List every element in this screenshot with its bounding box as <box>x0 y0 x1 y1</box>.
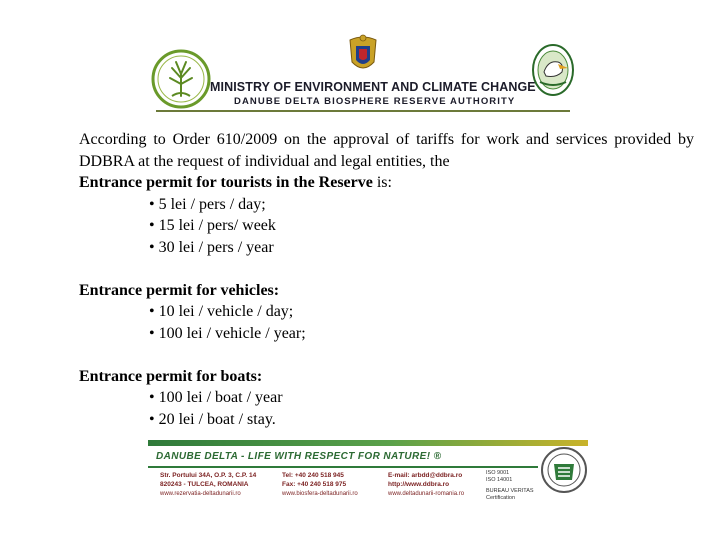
iso-certifications <box>486 470 534 502</box>
tourists-heading: Entrance permit for tourists in the Reserve <box>79 174 373 191</box>
address-line: 820243 - TULCEA, ROMANIA <box>160 481 249 488</box>
list-item: • 30 lei / pers / year <box>149 237 694 259</box>
tariff-content <box>79 129 694 430</box>
tourists-heading-suffix: is: <box>372 174 392 191</box>
bureau-veritas-seal-icon <box>540 442 588 500</box>
intro-paragraph <box>79 129 694 194</box>
iso-label: ISO 9001 <box>486 470 510 476</box>
footer-address <box>160 471 256 489</box>
address-line: Str. Portului 34A, O.P. 3, C.P. 14 <box>160 472 257 479</box>
tree-logo-icon <box>150 48 212 110</box>
boats-heading: Entrance permit for boats: <box>79 367 263 385</box>
intro-text: According to Order 610/2009 on the approval of tariffs for work and services provided by DDBRA at the request of individual and legal entities, the <box>79 131 694 170</box>
authority-name: DANUBE DELTA BIOSPHERE RESERVE AUTHORITY <box>234 96 516 107</box>
list-item: • 15 lei / pers/ week <box>149 215 694 237</box>
tourists-list <box>79 194 694 259</box>
list-item: • 10 lei / vehicle / day; <box>149 301 694 323</box>
email-link[interactable]: E-mail: arbdd@ddbra.ro <box>388 472 463 479</box>
iso-label: ISO 14001 <box>486 477 513 483</box>
site-link-2[interactable]: www.biosfera-deltadunarii.ro <box>282 491 358 497</box>
site-link-3[interactable]: www.deltadunarii-romania.ro <box>388 491 465 497</box>
list-item: • 100 lei / boat / year <box>149 387 694 409</box>
header-divider <box>156 110 570 112</box>
footer-divider <box>148 466 538 468</box>
cert-body: BUREAU VERITAS <box>486 488 534 494</box>
boats-list <box>79 387 694 430</box>
list-item: • 20 lei / boat / stay. <box>149 409 694 431</box>
web-link[interactable]: http://www.ddbra.ro <box>388 481 450 488</box>
list-item: • 5 lei / pers / day; <box>149 194 694 216</box>
pelican-emblem-icon <box>530 42 576 98</box>
footer-phone <box>282 471 346 489</box>
ministry-header <box>150 30 570 112</box>
vehicles-list <box>79 301 694 344</box>
ministry-name: MINISTRY OF ENVIRONMENT AND CLIMATE CHANGE <box>210 80 536 94</box>
footer-contact <box>388 471 462 489</box>
vehicles-heading: Entrance permit for vehicles: <box>79 281 280 299</box>
romanian-coat-of-arms-icon <box>346 34 380 78</box>
fax-text: Fax: +40 240 518 975 <box>282 481 347 488</box>
list-item: • 100 lei / vehicle / year; <box>149 323 694 345</box>
cert-type: Certification <box>486 495 516 501</box>
footer-banner <box>148 440 596 502</box>
footer-slogan: DANUBE DELTA - LIFE WITH RESPECT FOR NATURE! ® <box>156 451 442 462</box>
footer-color-bar <box>148 440 588 446</box>
site-link-1[interactable]: www.rezervatia-deltadunarii.ro <box>160 491 241 497</box>
tel-text: Tel: +40 240 518 945 <box>282 472 344 479</box>
